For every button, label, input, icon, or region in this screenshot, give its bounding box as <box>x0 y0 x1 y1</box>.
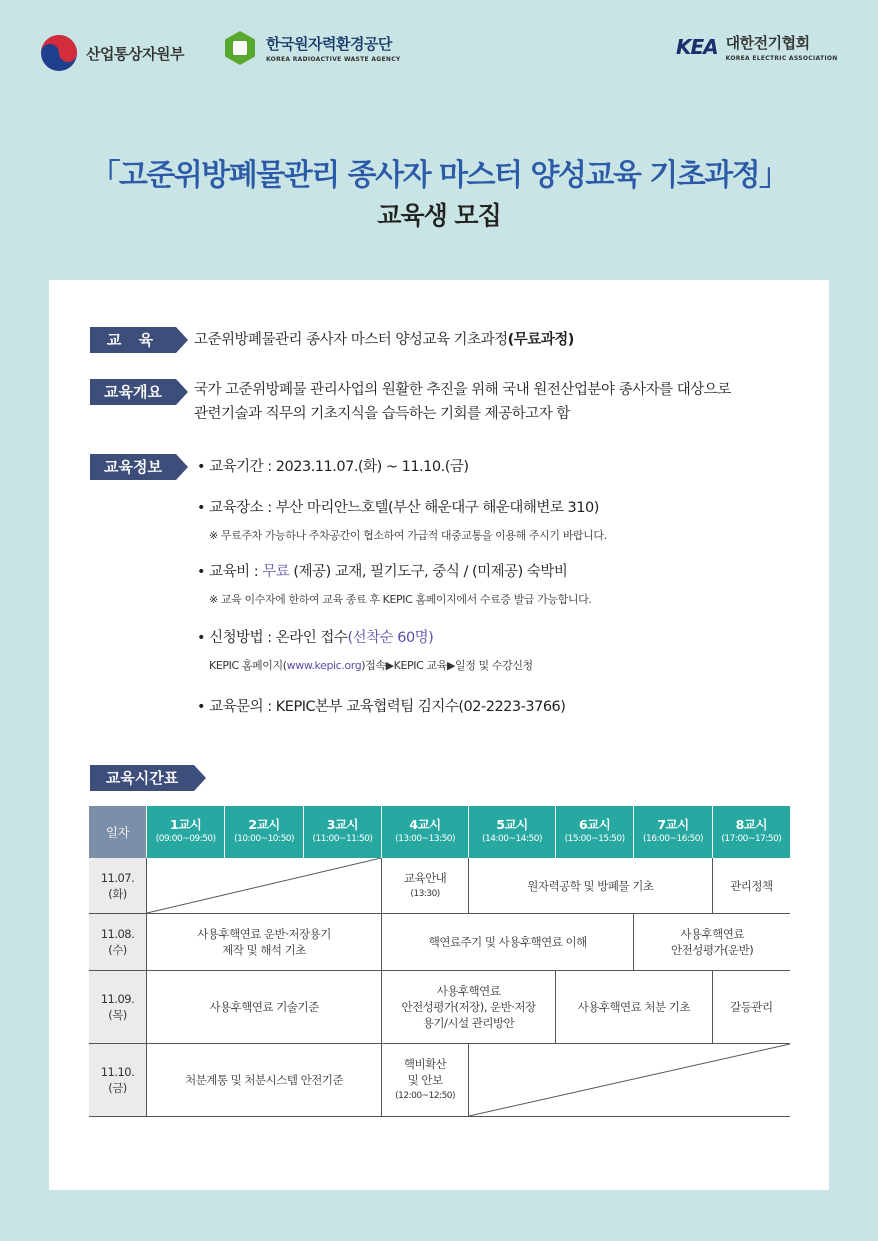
period-header <box>303 806 381 858</box>
session-cell <box>382 1044 469 1117</box>
period-time: (11:00~11:50) <box>312 834 373 844</box>
session-title: 교육안내 <box>403 870 447 885</box>
period-label: 8교시 <box>735 817 768 832</box>
apply-note-b: )접속▶KEPIC 교육▶일정 및 수강신청 <box>361 659 533 672</box>
schedule-table <box>89 806 790 1117</box>
session-cell <box>634 914 790 971</box>
period-label: 2교시 <box>248 817 280 832</box>
session-line: 사용후핵연료 <box>436 984 501 998</box>
period-header <box>469 806 556 858</box>
period-time: (09:00~09:50) <box>155 834 216 844</box>
kea-logo <box>676 32 838 62</box>
day-dow: (목) <box>108 1008 127 1022</box>
course-name: 고준위방폐물관리 종사자 마스터 양성교육 기초과정 <box>194 332 508 348</box>
session-line: 및 안보 <box>407 1073 443 1087</box>
period-time: (13:00~13:50) <box>395 834 456 844</box>
page-title: 「고준위방폐물관리 종사자 마스터 양성교육 기초과정」 <box>90 158 788 193</box>
overview-text <box>194 378 731 426</box>
session-line: 제작 및 해석 기초 <box>222 943 306 957</box>
korad-hexagon-icon <box>222 30 258 66</box>
course-name-text <box>194 328 574 352</box>
day-cell <box>89 971 147 1044</box>
info-fee <box>197 560 567 584</box>
period-time: (17:00~17:50) <box>721 834 782 844</box>
page-subtitle: 교육생 모집 <box>377 201 501 230</box>
day-cell <box>89 858 147 914</box>
session-line: 안전성평가(운반) <box>671 943 754 957</box>
period-time: (10:00~10:50) <box>234 834 295 844</box>
period-time: (15:00~15:50) <box>564 834 625 844</box>
period-header <box>147 806 225 858</box>
session-cell: 사용후핵연료 처분 기초 <box>555 971 712 1044</box>
info-apply <box>197 626 433 650</box>
day-dow: (금) <box>108 1081 127 1095</box>
period-label: 3교시 <box>326 817 359 832</box>
session-cell: 원자력공학 및 방폐물 기초 <box>469 858 713 914</box>
day-date: 11.07. <box>100 870 135 885</box>
day-date: 11.10. <box>100 1065 135 1079</box>
empty-slot <box>469 1044 790 1117</box>
header-logos <box>0 0 878 100</box>
info-tag: 교육정보 <box>90 454 176 480</box>
period-label: 6교시 <box>578 817 611 832</box>
period-header <box>555 806 633 858</box>
session-time: (12:00~12:50) <box>395 1091 456 1101</box>
period-time: (14:00~14:50) <box>482 834 542 844</box>
period-label: 7교시 <box>657 817 689 832</box>
table-row <box>89 971 790 1044</box>
course-free-label: (무료과정) <box>507 332 574 348</box>
korad-name-en: KOREA RADIOACTIVE WASTE AGENCY <box>266 56 401 63</box>
fee-prefix: • 교육비 : <box>197 564 263 580</box>
day-dow: (수) <box>108 943 127 957</box>
session-cell <box>382 858 469 914</box>
taegeuk-icon <box>40 34 78 72</box>
day-cell <box>89 1044 147 1117</box>
kea-name: 대한전기협회 <box>725 34 810 52</box>
day-dow: (화) <box>108 886 127 901</box>
schedule-header-row <box>89 806 790 858</box>
session-line: 용기/시설 관리방안 <box>422 1016 515 1030</box>
session-line: 사용후핵연료 운반·저장용기 <box>197 927 331 941</box>
session-cell <box>382 971 556 1044</box>
table-row <box>89 858 790 914</box>
apply-url-link[interactable]: www.kepic.org <box>286 659 362 672</box>
apply-note-a: KEPIC 홈페이지( <box>209 659 287 672</box>
course-name-tag: 교 육 명 <box>90 327 176 353</box>
session-cell: 핵연료주기 및 사용후핵연료 이해 <box>382 914 634 971</box>
info-place: • 교육장소 : 부산 마리안느호텔(부산 해운대구 해운대해변로 310) <box>197 500 599 516</box>
period-label: 4교시 <box>409 817 441 832</box>
motie-name: 산업통상자원부 <box>86 44 184 63</box>
day-header: 일자 <box>89 806 147 858</box>
fee-free: 무료 <box>262 564 290 580</box>
empty-slot <box>147 858 382 914</box>
motie-logo <box>40 34 184 72</box>
period-header <box>382 806 469 858</box>
period-header <box>712 806 790 858</box>
schedule-tag: 교육시간표 <box>90 765 194 791</box>
session-cell: 사용후핵연료 기술기준 <box>147 971 382 1044</box>
session-cell <box>147 914 382 971</box>
period-label: 5교시 <box>496 817 528 832</box>
period-header <box>634 806 712 858</box>
apply-prefix: • 신청방법 : 온라인 접수 <box>197 630 348 646</box>
session-time: (13:30) <box>410 888 440 899</box>
session-line: 안전성평가(저장), 운반·저장 <box>401 1000 536 1014</box>
overview-line: 관련기술과 직무의 기초지식을 습득하는 기회를 제공하고자 함 <box>194 406 570 422</box>
table-row <box>89 1044 790 1117</box>
session-line: 사용후핵연료 <box>680 927 744 941</box>
info-place-note: ※ 무료주차 가능하나 주차공간이 협소하여 가급적 대중교통을 이용해 주시기 바랍니다. <box>209 529 607 542</box>
period-label: 1교시 <box>170 817 202 832</box>
kea-mark: KEA <box>676 35 718 59</box>
period-header <box>225 806 303 858</box>
content-card <box>49 280 829 1190</box>
info-fee-note: ※ 교육 이수자에 한하여 교육 종료 후 KEPIC 홈페이지에서 수료증 발급 가능합니다. <box>209 593 592 606</box>
info-apply-note <box>209 654 533 678</box>
fee-rest: (제공) 교재, 필기도구, 중식 / (미제공) 숙박비 <box>289 564 568 580</box>
session-cell: 처분계통 및 처분시스템 안전기준 <box>147 1044 382 1117</box>
session-cell: 관리정책 <box>712 858 790 914</box>
kea-name-en: KOREA ELECTRIC ASSOCIATION <box>725 55 838 62</box>
info-period: • 교육기간 : 2023.11.07.(화) ~ 11.10.(금) <box>197 459 469 475</box>
table-row <box>89 914 790 971</box>
day-date: 11.08. <box>100 927 135 941</box>
overview-tag: 교육개요 <box>90 379 176 405</box>
day-cell <box>89 914 147 971</box>
overview-line: 국가 고준위방폐물 관리사업의 원활한 추진을 위해 국내 원전산업분야 종사자를 대상으로 <box>194 382 731 398</box>
day-date: 11.09. <box>100 992 135 1006</box>
korad-logo <box>222 30 401 66</box>
session-cell: 갈등관리 <box>712 971 790 1044</box>
session-line: 핵비확산 <box>403 1057 447 1071</box>
period-time: (16:00~16:50) <box>643 834 703 844</box>
apply-highlight: (선착순 60명) <box>347 630 434 646</box>
korad-name: 한국원자력환경공단 <box>266 35 392 53</box>
info-contact: • 교육문의 : KEPIC본부 교육협력팀 김지수(02-2223-3766) <box>197 699 566 715</box>
